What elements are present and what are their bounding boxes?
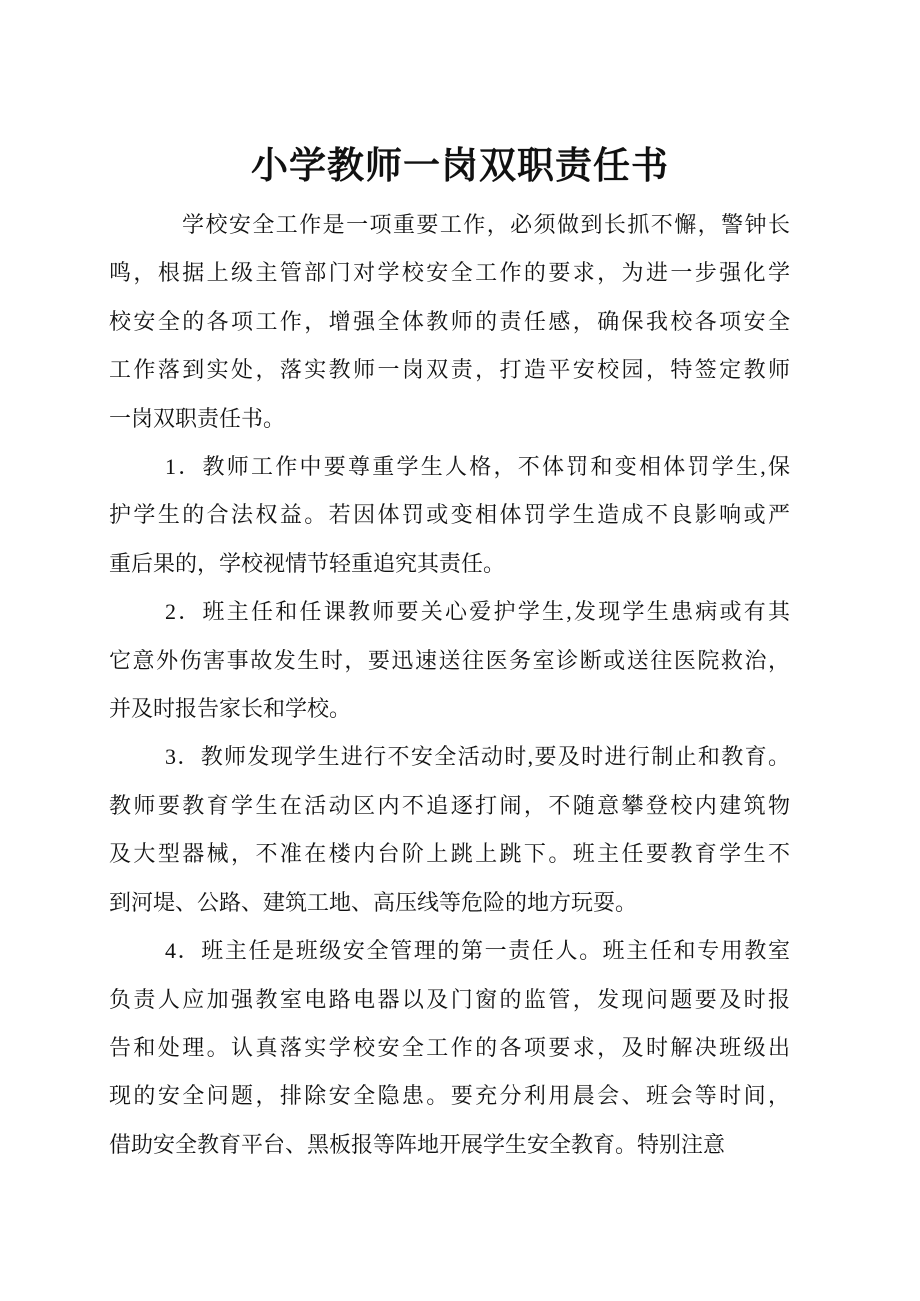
text-line: 2．班主任和任课教师要关心爱护学生,发现学生患病或有其 <box>165 599 790 625</box>
text-line: 学校安全工作是一项重要工作，必须做到长抓不懈，警钟长 <box>182 212 790 237</box>
text-line: 告和处理。认真落实学校安全工作的各项要求，及时解决班级出 <box>109 1034 790 1060</box>
text-line: 并及时报告家长和学校。 <box>109 696 352 722</box>
text-line: 现的安全问题，排除安全隐患。要充分利用晨会、班会等时间， <box>109 1083 790 1109</box>
paragraph <box>109 927 790 1169</box>
text-line: 护学生的合法权益。若因体罚或变相体罚学生造成不良影响或严 <box>109 502 790 528</box>
text-line: 3．教师发现学生进行不安全活动时,要及时进行制止和教育。 <box>165 744 790 770</box>
text-line: 到河堤、公路、建筑工地、高压线等危险的地方玩耍。 <box>109 889 638 915</box>
text-line: 负责人应加强教室电路电器以及门窗的监管，发现问题要及时报 <box>109 986 790 1012</box>
paragraph <box>109 443 790 588</box>
text-line: 及大型器械，不准在楼内台阶上跳上跳下。班主任要教育学生不 <box>109 841 790 867</box>
paragraph <box>109 733 790 927</box>
text-line: 借助安全教育平台、黑板报等阵地开展学生安全教育。特别注意 <box>109 1131 726 1157</box>
paragraph <box>109 201 790 443</box>
text-line: 重后果的，学校视情节轻重追究其责任。 <box>109 550 506 576</box>
text-line: 教师要教育学生在活动区内不追逐打闹，不随意攀登校内建筑物 <box>109 792 790 818</box>
text-line: 工作落到实处，落实教师一岗双责，打造平安校园，特签定教师 <box>109 357 790 383</box>
document-title: 小学教师一岗双职责任书 <box>251 144 669 186</box>
paragraph <box>109 588 790 733</box>
text-line: 4．班主任是班级安全管理的第一责任人。班主任和专用教室 <box>165 938 790 964</box>
text-line: 校安全的各项工作，增强全体教师的责任感，确保我校各项安全 <box>109 308 790 334</box>
text-line: 鸣，根据上级主管部门对学校安全工作的要求，为进一步强化学 <box>109 260 790 286</box>
text-line: 1．教师工作中要尊重学生人格，不体罚和变相体罚学生,保 <box>165 454 790 480</box>
document-body <box>109 201 790 1169</box>
text-line: 它意外伤害事故发生时，要迅速送往医务室诊断或送往医院救治， <box>109 647 790 673</box>
text-line: 一岗双职责任书。 <box>109 405 286 431</box>
